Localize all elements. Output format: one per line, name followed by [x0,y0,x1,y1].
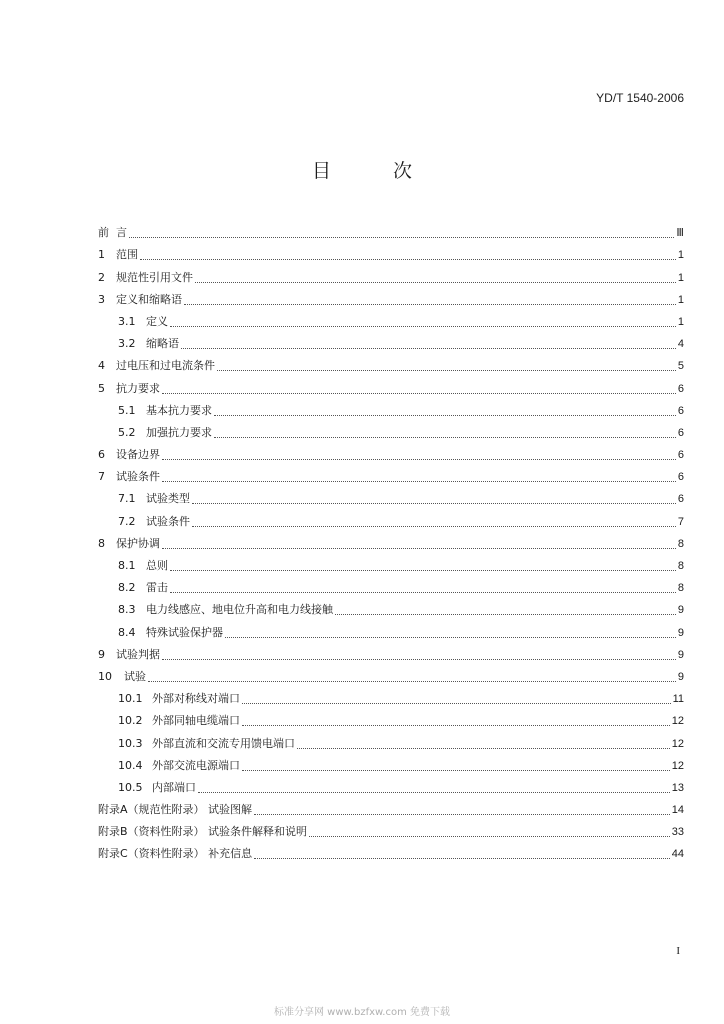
toc-entry-title: 外部同轴电缆端口 [152,714,240,728]
toc-entry[interactable] [98,707,684,729]
toc-entry-page: 6 [677,382,684,395]
toc-entry-title: 特殊试验保护器 [146,625,223,639]
toc-entry-number: 1 [98,248,105,262]
toc-entry[interactable] [98,574,684,596]
toc-entry-title: 规范性引用文件 [116,270,193,284]
toc-entry-page: 9 [677,670,684,683]
toc-leader-dots [162,385,676,394]
toc-entry-page: 6 [677,404,684,417]
toc-entry-title: 试验条件 [116,470,160,484]
toc-leader-dots [254,850,670,859]
toc-entry-title: 电力线感应、地电位升高和电力线接触 [146,603,333,617]
toc-entry-title: 保护协调 [116,536,160,550]
toc-leader-dots [195,274,676,283]
toc-entry[interactable] [98,641,684,663]
toc-entry-page: 14 [671,804,684,817]
toc-entry-page: 9 [677,626,684,639]
toc-entry-page: 11 [672,693,684,706]
toc-entry[interactable] [98,241,684,263]
toc-leader-dots [162,451,676,460]
toc-entry-page: 33 [671,826,684,839]
table-of-contents [98,219,684,862]
toc-leader-dots [170,318,676,327]
toc-entry-number: 3.2 [118,337,136,351]
toc-entry-title: 加强抗力要求 [146,425,212,439]
toc-entry[interactable] [98,552,684,574]
toc-entry-page: 1 [677,315,684,328]
toc-entry-number: 10.1 [118,692,143,706]
toc-entry-page: Ⅲ [676,227,684,240]
toc-entry-page: 6 [677,471,684,484]
toc-entry[interactable] [98,352,684,374]
toc-entry-page: 6 [677,493,684,506]
toc-entry-number: 5.2 [118,425,136,439]
toc-entry-number: 4 [98,359,105,373]
toc-entry-page: 1 [677,293,684,306]
toc-leader-dots [170,562,676,571]
toc-entry[interactable] [98,263,684,285]
toc-entry[interactable] [98,752,684,774]
toc-entry[interactable] [98,219,684,241]
toc-entry-number: 10 [98,669,112,683]
toc-entry-title: 附录A（规范性附录） 试验图解 [98,803,253,817]
toc-leader-dots [335,606,676,615]
toc-entry[interactable] [98,818,684,840]
toc-entry-title: 试验 [124,669,146,683]
toc-entry-title: 外部直流和交流专用馈电端口 [152,736,295,750]
toc-entry-title: 定义和缩略语 [116,292,182,306]
toc-entry-title: 缩略语 [146,337,179,351]
toc-entry-page: 8 [677,537,684,550]
toc-entry-number: 8.1 [118,559,136,572]
toc-entry[interactable] [98,596,684,618]
toc-entry[interactable] [98,419,684,441]
toc-leader-dots [162,540,676,549]
toc-entry-page: 12 [671,737,684,750]
page-title: 目 次 [311,160,441,182]
toc-entry[interactable] [98,796,684,818]
toc-entry-page: 8 [677,582,684,595]
toc-entry-title: 外部对称线对端口 [152,692,240,706]
toc-entry-title: 定义 [146,314,168,328]
toc-entry-title: 雷击 [146,581,168,595]
toc-leader-dots [129,229,674,238]
toc-entry-title: 基本抗力要求 [146,403,212,417]
toc-leader-dots [170,584,676,593]
toc-entry[interactable] [98,840,684,862]
toc-entry-title: 过电压和过电流条件 [116,359,215,373]
footer-watermark: 标准分享网 www.bzfxw.com 免费下载 [274,1007,450,1018]
toc-entry[interactable] [98,618,684,640]
toc-leader-dots [242,762,670,771]
toc-leader-dots [162,651,676,660]
toc-leader-dots [242,717,670,726]
toc-entry[interactable] [98,774,684,796]
toc-entry[interactable] [98,308,684,330]
toc-entry-title: 范围 [116,248,138,262]
toc-entry-page: 9 [677,604,684,617]
toc-leader-dots [198,784,670,793]
toc-leader-dots [162,473,676,482]
toc-entry-title: 试验条件 [146,514,190,528]
toc-leader-dots [192,518,676,527]
toc-entry-number: 7.2 [118,514,136,528]
toc-entry-number: 3 [98,292,105,306]
toc-leader-dots [192,495,676,504]
toc-entry-number: 9 [98,647,105,661]
toc-entry-number: 前 [98,226,109,240]
toc-entry-page: 6 [677,426,684,439]
toc-entry-number: 3.1 [118,314,136,328]
toc-entry[interactable] [98,286,684,308]
toc-entry-page: 13 [671,781,684,794]
toc-entry-title: 内部端口 [152,780,196,794]
toc-leader-dots [225,629,676,638]
toc-leader-dots [214,429,676,438]
toc-entry[interactable] [98,463,684,485]
toc-entry[interactable] [98,729,684,751]
toc-leader-dots [148,673,676,682]
toc-entry-number: 10.3 [118,736,143,750]
toc-entry[interactable] [98,663,684,685]
toc-entry-page: 5 [677,360,684,373]
toc-entry-number: 2 [98,270,105,284]
toc-entry[interactable] [98,507,684,529]
toc-entry-number: 8.3 [118,603,136,617]
toc-leader-dots [181,340,676,349]
toc-entry[interactable] [98,330,684,352]
toc-entry-page: 1 [677,249,684,262]
toc-entry-title: 抗力要求 [116,381,160,395]
toc-leader-dots [242,695,671,704]
toc-entry-page: 1 [677,271,684,284]
toc-entry-title: 附录B（资料性附录） 试验条件解释和说明 [98,825,308,839]
toc-entry-page: 12 [671,759,684,772]
toc-entry-page: 4 [677,338,684,351]
toc-entry-title: 外部交流电源端口 [152,758,240,772]
toc-leader-dots [214,407,676,416]
toc-entry-title: 总则 [146,559,168,572]
toc-entry[interactable] [98,397,684,419]
toc-entry-title: 试验判据 [116,647,160,661]
toc-entry-page: 7 [677,515,684,528]
toc-entry-number: 8.2 [118,581,136,595]
toc-entry[interactable] [98,530,684,552]
toc-entry[interactable] [98,441,684,463]
toc-entry-title: 试验类型 [146,492,190,506]
toc-entry-number: 8.4 [118,625,136,639]
toc-leader-dots [217,362,676,371]
toc-leader-dots [254,806,670,815]
toc-entry[interactable] [98,374,684,396]
toc-leader-dots [184,296,676,305]
toc-entry-number: 6 [98,448,105,462]
toc-entry-number: 10.2 [118,714,143,728]
toc-entry-title: 言 [116,226,127,240]
toc-entry-number: 5.1 [118,403,136,417]
document-code: YD/T 1540-2006 [596,91,684,105]
toc-entry-number: 8 [98,536,105,550]
toc-entry-title: 设备边界 [116,448,160,462]
toc-entry[interactable] [98,685,684,707]
toc-entry-number: 10.5 [118,780,143,794]
toc-entry-page: 8 [677,560,684,572]
toc-entry-number: 7.1 [118,492,136,506]
toc-entry-page: 44 [671,848,684,861]
toc-leader-dots [140,251,676,260]
toc-entry-number: 5 [98,381,105,395]
toc-leader-dots [309,828,670,837]
toc-entry[interactable] [98,485,684,507]
toc-entry-page: 9 [677,648,684,661]
toc-leader-dots [297,740,670,749]
page-number: I [676,945,680,957]
toc-entry-page: 6 [677,449,684,462]
toc-entry-title: 附录C（资料性附录） 补充信息 [98,847,253,861]
toc-entry-number: 10.4 [118,758,143,772]
toc-entry-number: 7 [98,470,105,484]
toc-entry-page: 12 [671,715,684,728]
